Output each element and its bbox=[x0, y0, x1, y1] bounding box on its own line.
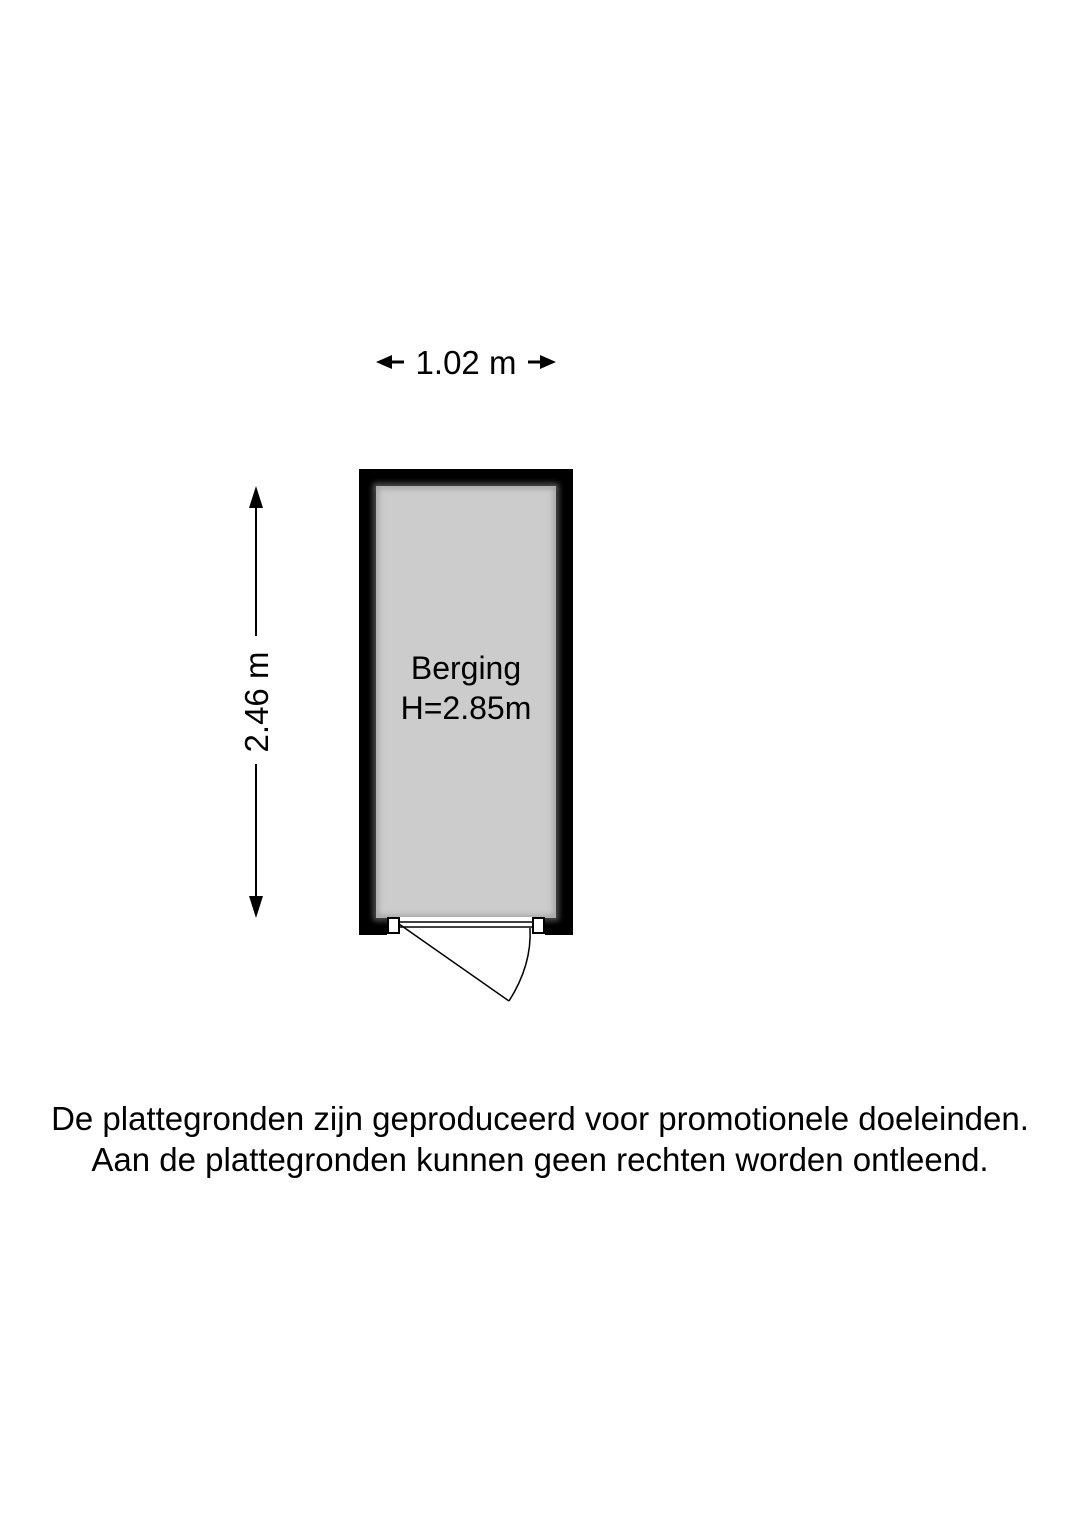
width-arrow-left-icon bbox=[376, 355, 392, 369]
room-name-label: Berging bbox=[410, 650, 522, 686]
door-swing-arc bbox=[509, 928, 530, 1001]
width-dimension bbox=[376, 344, 556, 381]
width-arrow-right-icon bbox=[540, 355, 556, 369]
room-height-label: H=2.85m bbox=[400, 690, 532, 726]
length-arrow-bottom-icon bbox=[249, 896, 263, 918]
length-label: 2.46 m bbox=[238, 651, 275, 753]
length-arrow-top-icon bbox=[249, 486, 263, 508]
door-frame-right bbox=[533, 918, 544, 933]
door-frame-left bbox=[388, 918, 399, 933]
length-dimension bbox=[238, 486, 275, 918]
disclaimer-line-2: Aan de plattegronden kunnen geen rechten worden ontleend. bbox=[91, 1141, 989, 1178]
disclaimer-line-1: De plattegronden zijn geproduceerd voor promotionele doeleinden. bbox=[51, 1100, 1029, 1137]
door-leaf bbox=[399, 924, 509, 1001]
width-label: 1.02 m bbox=[415, 344, 517, 381]
room-berging bbox=[359, 469, 573, 1001]
